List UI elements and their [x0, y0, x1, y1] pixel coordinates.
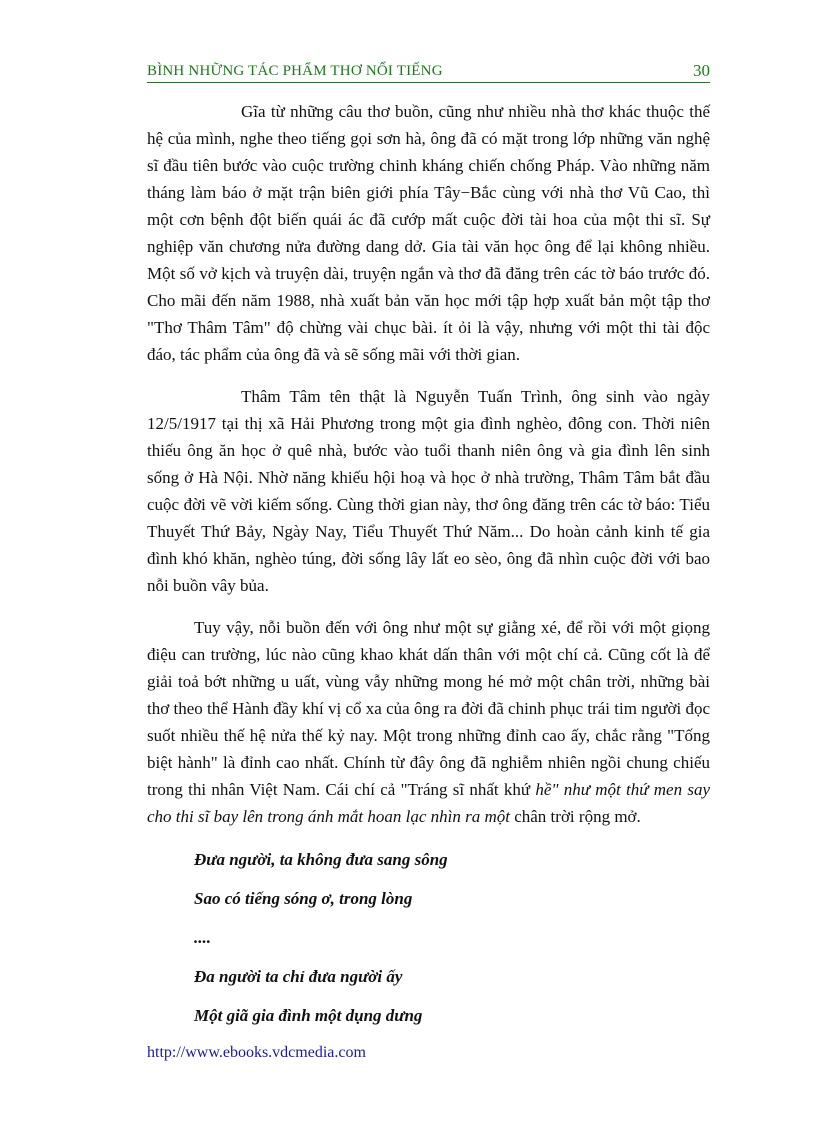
poem-line: Đưa người, ta không đưa sang sông: [194, 850, 448, 869]
poem-line: ....: [194, 928, 211, 947]
poem-line: Đa người ta chỉ đưa người ấy: [194, 967, 403, 986]
poem-line: Sao có tiếng sóng ơ, trong lòng: [194, 889, 413, 908]
page-header: [147, 60, 710, 83]
paragraph-3-italic: hề" như một thứ men say cho thi sĩ bay lên trong ánh mắt hoan lạc nhìn ra một: [147, 780, 710, 826]
book-title: BÌNH NHỮNG TÁC PHẨM THƠ NỔI TIẾNG: [147, 63, 443, 79]
poem-line: Một giã gia đình một dụng dưng: [194, 1006, 423, 1025]
paragraph-3-start: Tuy vậy, nỗi buồn đến với ông như một sự giằng xé, để rồi với một giọng điệu can trường, lúc nào cũng khao khát dấn thân với một chí cả. Cũng cốt là để giải toả bớt những u uất, vùng vẫy những mong hé mở một chân trời, những bài thơ theo thể Hành đầy khí vị cổ xa của ông ra đời đã chinh phục trái tim người đọc suốt nhiều thế hệ nửa thế kỷ nay. Một trong những đỉnh cao ấy, chắc rằng "Tống biệt hành" là đỉnh cao nhất. Chính từ đây ông đã nghiễm nhiên ngồi chung chiếu trong thi nhân Việt Nam. Cái chí cả "Tráng sĩ nhất khứ: [147, 618, 710, 799]
footer-link[interactable]: http://www.ebooks.vdcmedia.com: [147, 1044, 366, 1061]
article-body: [147, 98, 710, 1045]
paragraph-3: [147, 614, 710, 830]
page-number: 30: [693, 61, 710, 80]
poem-excerpt: [147, 850, 710, 1026]
paragraph-1: Gĩa từ những câu thơ buồn, cũng như nhiều nhà thơ khác thuộc thế hệ của mình, nghe theo tiếng gọi sơn hà, ông đã có mặt trong lớp những văn nghệ sĩ đầu tiên bước vào cuộc trường chinh kháng chiến chống Pháp. Vào những năm tháng làm báo ở mặt trận biên giới phía Tây−Bắc cùng với nhà thơ Vũ Cao, thì một cơn bệnh đột biến quái ác đã cướp mất cuộc đời tài hoa của một thi sĩ. Sự nghiệp văn chương nửa đường dang dở. Gia tài văn học ông để lại không nhiều. Một số vở kịch và truyện dài, truyện ngắn và thơ đã đăng trên các tờ báo trước đó. Cho mãi đến năm 1988, nhà xuất bản văn học mới tập hợp xuất bản một tập thơ "Thơ Thâm Tâm" độ chừng vài chục bài. ít ỏi là vậy, nhưng với một thi tài độc đáo, tác phẩm của ông đã và sẽ sống mãi với thời gian.: [147, 102, 710, 364]
paragraph-3-end: chân trời rộng mở.: [509, 807, 641, 826]
paragraph-2: Thâm Tâm tên thật là Nguyễn Tuấn Trình, ông sinh vào ngày 12/5/1917 tại thị xã Hải Phương trong một gia đình nghèo, đông con. Thời niên thiếu ông ăn học ở quê nhà, bước vào tuổi thanh niên ông và gia đình lên sinh sống ở Hà Nội. Nhờ năng khiếu hội hoạ và học ở nhà trường, Thâm Tâm bắt đầu cuộc đời vẽ vời kiếm sống. Cùng thời gian này, thơ ông đăng trên các tờ báo: Tiểu Thuyết Thứ Bảy, Ngày Nay, Tiểu Thuyết Thứ Năm... Do hoàn cảnh kinh tế gia đình khó khăn, nghèo túng, đời sống lây lất eo sèo, ông đã nhìn cuộc đời với bao nỗi buồn vây bủa.: [147, 387, 710, 595]
